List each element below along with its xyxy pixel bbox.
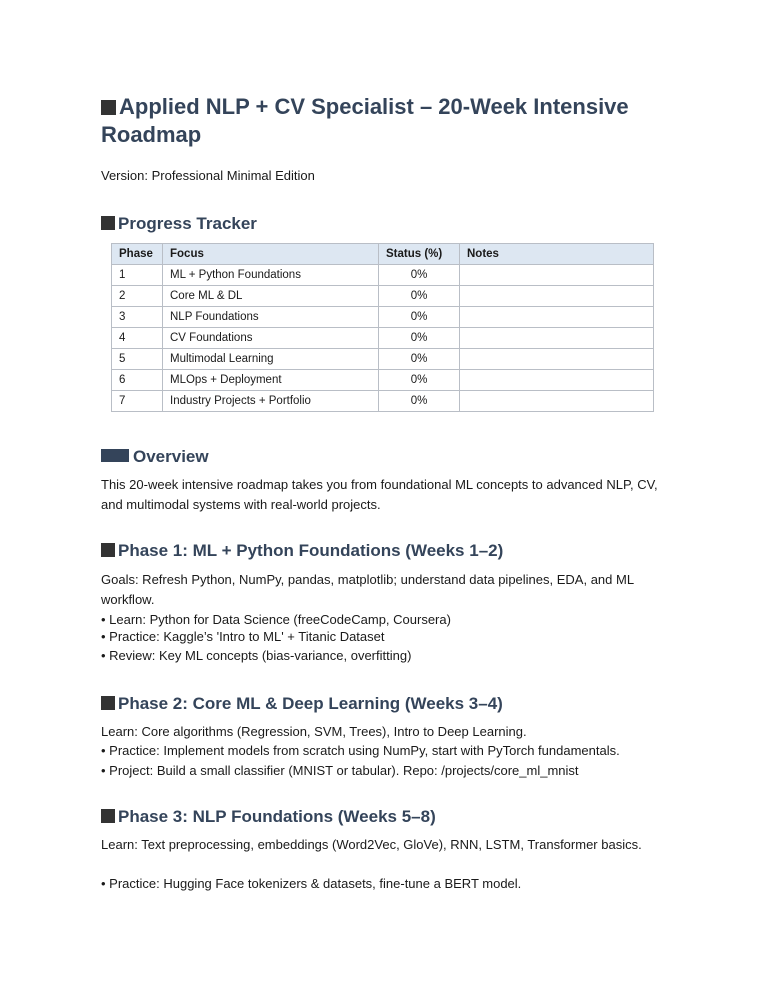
- phase3-heading: Phase 3: NLP Foundations (Weeks 5–8): [101, 807, 436, 827]
- phase3-line: Learn: Text preprocessing, embeddings (Word2Vec, GloVe), RNN, LSTM, Transformer basics.: [101, 837, 642, 852]
- phase1-bullet: • Review: Key ML concepts (bias-variance, overfitting): [101, 648, 412, 663]
- phase1-goals: Goals: Refresh Python, NumPy, pandas, matplotlib; understand data pipelines, EDA, and ML workflow.: [101, 572, 634, 607]
- progress-table: [111, 243, 654, 412]
- phase-cell: 5: [112, 349, 163, 370]
- column-header: Status (%): [379, 244, 460, 265]
- phase1-bullet: • Learn: Python for Data Science (freeCodeCamp, Coursera): [101, 612, 451, 627]
- square-bullet-icon: [101, 809, 115, 823]
- status-cell: 0%: [379, 370, 460, 391]
- notes-cell: [460, 328, 654, 349]
- overview-text: This 20-week intensive roadmap takes you from foundational ML concepts to advanced NLP, CV, and multimodal systems with real-world projects.: [101, 477, 658, 512]
- status-cell: 0%: [379, 349, 460, 370]
- square-bullet-icon: [101, 543, 115, 557]
- phase-cell: 2: [112, 286, 163, 307]
- notes-cell: [460, 370, 654, 391]
- phase1-heading: Phase 1: ML + Python Foundations (Weeks 1–2): [101, 541, 503, 561]
- phase-cell: 7: [112, 391, 163, 412]
- overview-heading: Overview: [101, 447, 209, 467]
- focus-cell: Core ML & DL: [163, 286, 379, 307]
- focus-cell: ML + Python Foundations: [163, 265, 379, 286]
- notes-cell: [460, 286, 654, 307]
- status-cell: 0%: [379, 328, 460, 349]
- table-header-row: [112, 244, 654, 265]
- table-row: [112, 307, 654, 328]
- status-cell: 0%: [379, 286, 460, 307]
- table-row: [112, 286, 654, 307]
- notes-cell: [460, 265, 654, 286]
- table-row: [112, 349, 654, 370]
- table-row: [112, 391, 654, 412]
- title-text: Applied NLP + CV Specialist – 20-Week Intensive Roadmap: [101, 94, 629, 147]
- focus-cell: Multimodal Learning: [163, 349, 379, 370]
- phase2-line: Learn: Core algorithms (Regression, SVM, Trees), Intro to Deep Learning.: [101, 724, 527, 739]
- phase-cell: 4: [112, 328, 163, 349]
- focus-cell: Industry Projects + Portfolio: [163, 391, 379, 412]
- column-header: Focus: [163, 244, 379, 265]
- notes-cell: [460, 307, 654, 328]
- table-row: [112, 328, 654, 349]
- status-cell: 0%: [379, 391, 460, 412]
- focus-cell: NLP Foundations: [163, 307, 379, 328]
- phase-cell: 1: [112, 265, 163, 286]
- square-bullet-icon: [101, 696, 115, 710]
- phase-cell: 3: [112, 307, 163, 328]
- phase-cell: 6: [112, 370, 163, 391]
- page-title: [101, 93, 701, 149]
- phase2-bullet: • Practice: Implement models from scratch using NumPy, start with PyTorch fundamentals.: [101, 743, 620, 758]
- notes-cell: [460, 349, 654, 370]
- phase2-bullet: • Project: Build a small classifier (MNIST or tabular). Repo: /projects/core_ml_mnist: [101, 763, 579, 778]
- column-header: Notes: [460, 244, 654, 265]
- phase2-heading: Phase 2: Core ML & Deep Learning (Weeks 3–4): [101, 694, 503, 714]
- status-cell: 0%: [379, 307, 460, 328]
- status-cell: 0%: [379, 265, 460, 286]
- progress-tracker-heading: Progress Tracker: [101, 214, 257, 234]
- square-bullet-icon: [101, 216, 115, 230]
- focus-cell: CV Foundations: [163, 328, 379, 349]
- notes-cell: [460, 391, 654, 412]
- version-line: Version: Professional Minimal Edition: [101, 168, 315, 183]
- table-row: [112, 370, 654, 391]
- phase3-bullet: • Practice: Hugging Face tokenizers & datasets, fine-tune a BERT model.: [101, 876, 522, 891]
- bullet-icon: [101, 449, 129, 462]
- phase1-bullet: • Practice: Kaggle’s 'Intro to ML' + Titanic Dataset: [101, 629, 385, 644]
- column-header: Phase: [112, 244, 163, 265]
- square-bullet-icon: [101, 100, 116, 115]
- table-row: [112, 265, 654, 286]
- focus-cell: MLOps + Deployment: [163, 370, 379, 391]
